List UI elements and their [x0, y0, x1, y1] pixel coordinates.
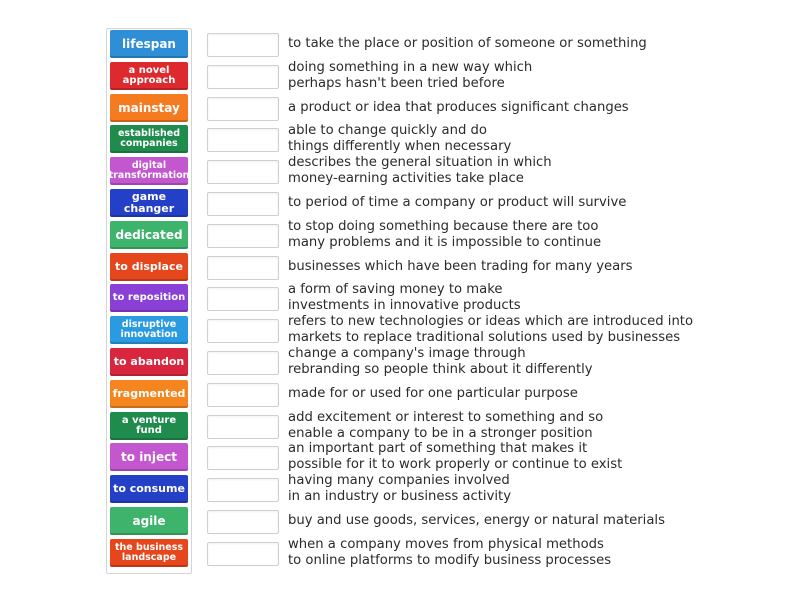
definition-line: businesses which have been trading for many years	[288, 259, 633, 274]
answer-tile-label: mainstay	[118, 100, 180, 115]
definition-text	[288, 60, 708, 92]
definition-line: money-earning activities take place	[288, 171, 524, 186]
definition-line: to period of time a company or product will survive	[288, 195, 627, 210]
drop-zone[interactable]	[207, 256, 279, 280]
answer-tile[interactable]	[110, 348, 188, 376]
definition-text	[288, 441, 708, 473]
definition-line: describes the general situation in which	[288, 155, 552, 170]
drop-zone[interactable]	[207, 542, 279, 566]
definition-line: made for or used for one particular purpose	[288, 386, 578, 401]
answer-tile[interactable]	[110, 475, 188, 503]
answer-tile[interactable]	[110, 284, 188, 312]
answer-tile-label: dedicated	[115, 227, 183, 242]
answer-tile-label: to reposition	[112, 291, 186, 303]
drop-zone[interactable]	[207, 65, 279, 89]
answer-tile[interactable]	[110, 125, 188, 153]
drop-zone[interactable]	[207, 128, 279, 152]
definition-line: change a company's image through	[288, 346, 526, 361]
definition-line: rebranding so people think about it differently	[288, 362, 593, 377]
definition-line: possible for it to work properly or continue to exist	[288, 457, 623, 472]
definition-line: in an industry or business activity	[288, 489, 512, 504]
answer-tile[interactable]	[110, 30, 188, 58]
drop-zone[interactable]	[207, 478, 279, 502]
answer-tile-label: to inject	[121, 449, 177, 464]
definition-text	[288, 28, 708, 60]
drop-zone[interactable]	[207, 383, 279, 407]
definition-text	[288, 123, 708, 155]
drop-zone[interactable]	[207, 287, 279, 311]
answer-tile-label: to consume	[113, 482, 185, 496]
answer-tile-label: digital transformation	[108, 160, 190, 181]
drop-zone[interactable]	[207, 33, 279, 57]
answer-tile[interactable]	[110, 189, 188, 217]
answer-tile[interactable]	[110, 443, 188, 471]
definition-text	[288, 537, 708, 569]
definition-line: to stop doing something because there are too	[288, 219, 599, 234]
answer-tile[interactable]	[110, 157, 188, 185]
definition-line: things differently when necessary	[288, 139, 512, 154]
answer-tile-label: a novel approach	[122, 64, 176, 86]
definition-line: an important part of something that makes it	[288, 441, 588, 456]
drop-zone[interactable]	[207, 192, 279, 216]
answer-tile[interactable]	[110, 94, 188, 122]
definition-text	[288, 378, 708, 410]
definition-line: many problems and it is impossible to continue	[288, 235, 602, 250]
definition-line: perhaps hasn't been tried before	[288, 76, 505, 91]
answer-tile-label: to abandon	[113, 355, 185, 369]
answer-tile-label: lifespan	[122, 36, 176, 51]
answer-tile[interactable]	[110, 62, 188, 90]
definition-text	[288, 473, 708, 505]
answer-tile[interactable]	[110, 221, 188, 249]
definition-text	[288, 219, 708, 251]
definition-line: doing something in a new way which	[288, 60, 533, 75]
definition-line: markets to replace traditional solutions used by businesses	[288, 330, 681, 345]
answer-tile[interactable]	[110, 253, 188, 281]
definition-line: a product or idea that produces significant changes	[288, 100, 629, 115]
drop-zone[interactable]	[207, 224, 279, 248]
answer-tile-label: to displace	[115, 260, 183, 274]
definition-line: to take the place or position of someone or something	[288, 36, 647, 51]
definition-line: a form of saving money to make	[288, 282, 503, 297]
definition-text	[288, 314, 708, 346]
definition-line: add excitement or interest to something and so	[288, 410, 604, 425]
drop-zone[interactable]	[207, 160, 279, 184]
definition-text	[288, 282, 708, 314]
definition-text	[288, 251, 708, 283]
definition-text	[288, 346, 708, 378]
drop-zone[interactable]	[207, 97, 279, 121]
answer-tile-label: the business landscape	[114, 542, 184, 563]
answer-tile-label: agile	[132, 513, 166, 528]
definition-line: able to change quickly and do	[288, 123, 487, 138]
definition-text	[288, 155, 708, 187]
answer-tile[interactable]	[110, 507, 188, 535]
definition-line: buy and use goods, services, energy or natural materials	[288, 513, 665, 528]
answer-tile[interactable]	[110, 316, 188, 344]
drop-zone[interactable]	[207, 415, 279, 439]
drop-zone[interactable]	[207, 351, 279, 375]
definition-line: when a company moves from physical methods	[288, 537, 604, 552]
definition-text	[288, 505, 708, 537]
answer-tile[interactable]	[110, 412, 188, 440]
definition-line: investments in innovative products	[288, 298, 521, 313]
definition-line: to online platforms to modify business processes	[288, 553, 612, 568]
drop-zone[interactable]	[207, 319, 279, 343]
answer-tile-label: a venture fund	[121, 414, 177, 436]
drop-zone[interactable]	[207, 510, 279, 534]
definition-text	[288, 187, 708, 219]
answer-tile-label: disruptive innovation	[120, 319, 178, 340]
answer-tile-label: established companies	[117, 128, 181, 149]
definition-text	[288, 410, 708, 442]
drop-zone[interactable]	[207, 446, 279, 470]
definition-line: refers to new technologies or ideas which are introduced into	[288, 314, 694, 329]
definition-line: enable a company to be in a stronger position	[288, 426, 593, 441]
answer-tile-label: fragmented	[112, 387, 186, 401]
answer-tile[interactable]	[110, 539, 188, 567]
answer-tile[interactable]	[110, 380, 188, 408]
definition-text	[288, 92, 708, 124]
definition-line: having many companies involved	[288, 473, 510, 488]
answer-tile-label: game changer	[123, 190, 175, 215]
